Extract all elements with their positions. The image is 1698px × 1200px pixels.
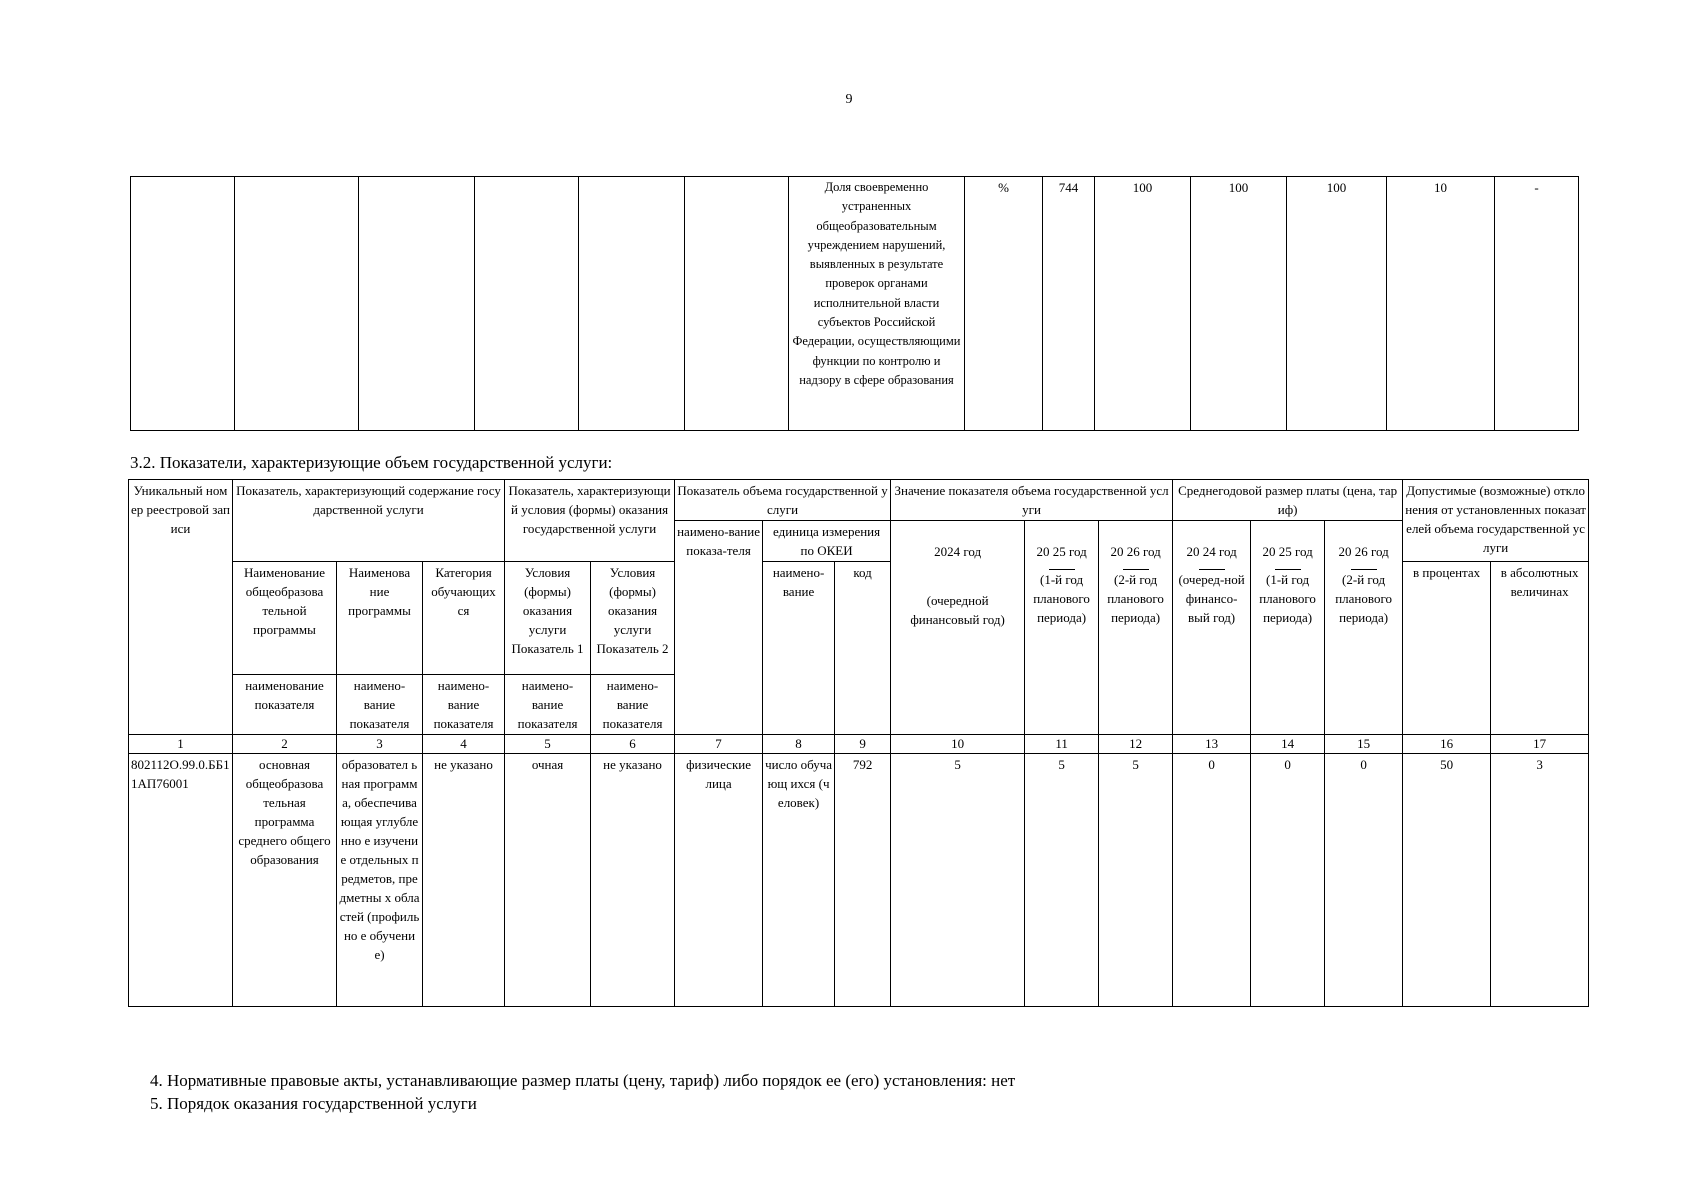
unit-name-header: наимено-вание <box>763 562 835 735</box>
column-number: 5 <box>505 735 591 754</box>
column-number: 1 <box>129 735 233 754</box>
fee-2024-label: 20 24 год <box>1186 544 1237 559</box>
year-2025-header <box>1025 521 1099 735</box>
indicator-name-cell: Доля своевременно устраненных общеобразовательным учреждением нарушений, выявленных в результате проверок органами исполнительной власти субъектов Российской Федерации, осуществляющими функции по контролю и надзору в сфере образования <box>789 177 965 431</box>
unit-okei-header: единица измерения по ОКЕИ <box>763 521 891 562</box>
column-number: 7 <box>675 735 763 754</box>
table-row <box>131 177 1579 431</box>
volume-indicators-table <box>128 479 1589 1007</box>
column-number: 12 <box>1099 735 1173 754</box>
indicator-name-label: наимено-вание показателя <box>423 675 505 735</box>
empty-cell <box>475 177 579 431</box>
footer-line-5: 5. Порядок оказания государственной услуги <box>150 1094 477 1113</box>
value-2024-cell: 100 <box>1095 177 1191 431</box>
value-2025-cell: 100 <box>1191 177 1287 431</box>
deviation-percent-header: в процентах <box>1403 562 1491 735</box>
fee-2025-cell: 0 <box>1251 754 1325 1007</box>
value-2024-cell: 5 <box>891 754 1025 1007</box>
conditions-1-cell: очная <box>505 754 591 1007</box>
volume-value-header: Значение показателя объема государственной услуги <box>891 480 1173 521</box>
conditions-indicator-header: Показатель, характеризующий условия (формы) оказания государственной услуги <box>505 480 675 562</box>
column-number: 15 <box>1325 735 1403 754</box>
value-2025-cell: 5 <box>1025 754 1099 1007</box>
deviation-percent-cell: 50 <box>1403 754 1491 1007</box>
column-number: 16 <box>1403 735 1491 754</box>
conditions-1-header: Условия (формы) оказания услуги Показатель 1 <box>505 562 591 675</box>
program-name-header: Наименование общеобразова тельной программы <box>233 562 337 675</box>
page-number: 9 <box>845 92 853 107</box>
unit-code-cell: 792 <box>835 754 891 1007</box>
student-category-header: Категория обучающих ся <box>423 562 505 675</box>
year-2025-note: (1-й год планового периода) <box>1033 572 1090 625</box>
year-2024-note: (очередной финансовый год) <box>910 593 1005 627</box>
fee-2025-label: 20 25 год <box>1262 544 1313 559</box>
deviations-header: Допустимые (возможные) отклонения от установленных показателей объема государственной услуги <box>1403 480 1589 562</box>
unit-cell: % <box>965 177 1043 431</box>
indicator-name-cell: физические лица <box>675 754 763 1007</box>
column-number: 9 <box>835 735 891 754</box>
fee-2025-header <box>1251 521 1325 735</box>
fee-2026-header <box>1325 521 1403 735</box>
table-row <box>129 754 1589 1007</box>
column-number: 3 <box>337 735 423 754</box>
avg-fee-header: Среднегодовой размер платы (цена, тариф) <box>1173 480 1403 521</box>
indicator-name-label: наимено-вание показателя <box>337 675 423 735</box>
year-2024-label: 2024 год <box>934 544 982 559</box>
fee-2026-cell: 0 <box>1325 754 1403 1007</box>
column-number: 13 <box>1173 735 1251 754</box>
column-number: 14 <box>1251 735 1325 754</box>
column-number: 11 <box>1025 735 1099 754</box>
quality-indicators-continuation-table <box>130 176 1579 431</box>
column-number: 2 <box>233 735 337 754</box>
empty-cell <box>235 177 359 431</box>
fee-2024-note: (очеред-ной финансо-вый год) <box>1178 572 1245 625</box>
code-cell: 744 <box>1043 177 1095 431</box>
program-name-cell: основная общеобразова тельная программа среднего общего образования <box>233 754 337 1007</box>
year-2024-header <box>891 521 1025 735</box>
footer-line-4: 4. Нормативные правовые акты, устанавливающие размер платы (цену, тариф) либо порядок ее (его) установления: нет <box>150 1071 1016 1090</box>
column-number: 4 <box>423 735 505 754</box>
value-2026-cell: 5 <box>1099 754 1173 1007</box>
deviation-percent-cell: 10 <box>1387 177 1495 431</box>
unit-code-header: код <box>835 562 891 735</box>
column-numbers-row <box>129 735 1589 754</box>
fee-2026-note: (2-й год планового периода) <box>1335 572 1392 625</box>
deviation-absolute-cell: - <box>1495 177 1579 431</box>
column-number: 8 <box>763 735 835 754</box>
column-number: 17 <box>1491 735 1589 754</box>
fee-2024-header <box>1173 521 1251 735</box>
registry-number-header: Уникальный номер реестровой записи <box>129 480 233 735</box>
column-number: 6 <box>591 735 675 754</box>
deviation-absolute-header: в абсолютных величинах <box>1491 562 1589 735</box>
year-2025-label: 20 25 год <box>1036 544 1087 559</box>
empty-cell <box>685 177 789 431</box>
program-cell: образовател ьная программа, обеспечива ющая углубленно е изучение отдельных предметов, предметны х областей (профильно е обучение) <box>337 754 423 1007</box>
volume-indicator-header: Показатель объема государственной услуги <box>675 480 891 521</box>
fee-2024-cell: 0 <box>1173 754 1251 1007</box>
year-2026-label: 20 26 год <box>1110 544 1161 559</box>
content-indicator-header: Показатель, характеризующий содержание государственной услуги <box>233 480 505 562</box>
student-category-cell: не указано <box>423 754 505 1007</box>
empty-cell <box>579 177 685 431</box>
value-2026-cell: 100 <box>1287 177 1387 431</box>
indicator-name-label: наимено-вание показателя <box>505 675 591 735</box>
deviation-absolute-cell: 3 <box>1491 754 1589 1007</box>
registry-number-cell: 802112О.99.0.ББ11АП76001 <box>129 754 233 1007</box>
empty-cell <box>131 177 235 431</box>
unit-name-cell: число обучающ ихся (человек) <box>763 754 835 1007</box>
indicator-name-label: наимено-вание показателя <box>591 675 675 735</box>
header-row <box>129 480 1589 521</box>
conditions-2-header: Условия (формы) оказания услуги Показатель 2 <box>591 562 675 675</box>
conditions-2-cell: не указано <box>591 754 675 1007</box>
fee-2025-note: (1-й год планового периода) <box>1259 572 1316 625</box>
year-2026-note: (2-й год планового периода) <box>1107 572 1164 625</box>
indicator-name-header: наимено-вание показа-теля <box>675 521 763 735</box>
fee-2026-label: 20 26 год <box>1338 544 1389 559</box>
empty-cell <box>359 177 475 431</box>
column-number: 10 <box>891 735 1025 754</box>
program-header: Наименова ние программы <box>337 562 423 675</box>
year-2026-header <box>1099 521 1173 735</box>
section-3-2-heading: 3.2. Показатели, характеризующие объем государственной услуги: <box>130 453 613 472</box>
indicator-name-label: наименование показателя <box>233 675 337 735</box>
